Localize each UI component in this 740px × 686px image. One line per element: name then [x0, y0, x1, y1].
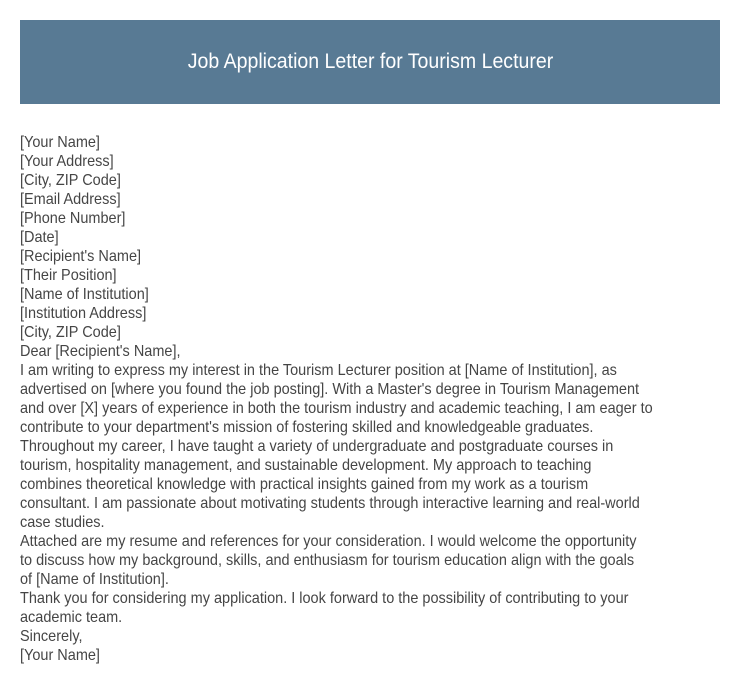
page-title: Job Application Letter for Tourism Lecturer — [187, 50, 553, 73]
paragraph-thanks — [20, 589, 720, 627]
paragraph-line: I am writing to express my interest in the Tourism Lecturer position at [Name of Institution], as — [20, 362, 617, 379]
paragraph-line: Thank you for considering my application. I look forward to the possibility of contributing to your — [20, 590, 629, 607]
paragraph-line: academic team. — [20, 609, 123, 626]
paragraph-line: combines theoretical knowledge with practical insights gained from my work as a tourism — [20, 476, 589, 493]
salutation: Dear [Recipient's Name], — [20, 343, 181, 360]
paragraph-attachments — [20, 532, 720, 589]
paragraph-line: to discuss how my background, skills, and enthusiasm for tourism education align with the goals — [20, 552, 635, 569]
sender-city-zip: [City, ZIP Code] — [20, 172, 121, 189]
recipient-institution: [Name of Institution] — [20, 286, 149, 303]
sender-block — [20, 133, 720, 247]
closing: Sincerely, — [20, 628, 83, 645]
recipient-position: [Their Position] — [20, 267, 117, 284]
letter-date: [Date] — [20, 229, 59, 246]
recipient-institution-address: [Institution Address] — [20, 305, 147, 322]
sender-email: [Email Address] — [20, 191, 121, 208]
paragraph-line: contribute to your department's mission of fostering skilled and knowledgeable graduates. — [20, 419, 594, 436]
recipient-name: [Recipient's Name] — [20, 248, 142, 265]
paragraph-line: consultant. I am passionate about motivating students through interactive learning and real-world — [20, 495, 640, 512]
sender-phone: [Phone Number] — [20, 210, 126, 227]
paragraph-line: tourism, hospitality management, and sustainable development. My approach to teaching — [20, 457, 592, 474]
recipient-city-zip: [City, ZIP Code] — [20, 324, 121, 341]
paragraph-line: Attached are my resume and references for your consideration. I would welcome the opportunity — [20, 533, 637, 550]
paragraph-intro — [20, 361, 720, 437]
paragraph-line: of [Name of Institution]. — [20, 571, 169, 588]
paragraph-line: case studies. — [20, 514, 105, 531]
sender-address: [Your Address] — [20, 153, 114, 170]
paragraph-line: and over [X] years of experience in both the tourism industry and academic teaching, I am eager to — [20, 400, 653, 417]
sender-name: [Your Name] — [20, 134, 100, 151]
paragraph-line: Throughout my career, I have taught a variety of undergraduate and postgraduate courses in — [20, 438, 614, 455]
signature: [Your Name] — [20, 647, 100, 664]
recipient-block — [20, 247, 720, 342]
paragraph-experience — [20, 437, 720, 532]
letter-header-banner — [20, 20, 720, 104]
letter-body — [20, 133, 720, 665]
paragraph-line: advertised on [where you found the job posting]. With a Master's degree in Tourism Management — [20, 381, 640, 398]
